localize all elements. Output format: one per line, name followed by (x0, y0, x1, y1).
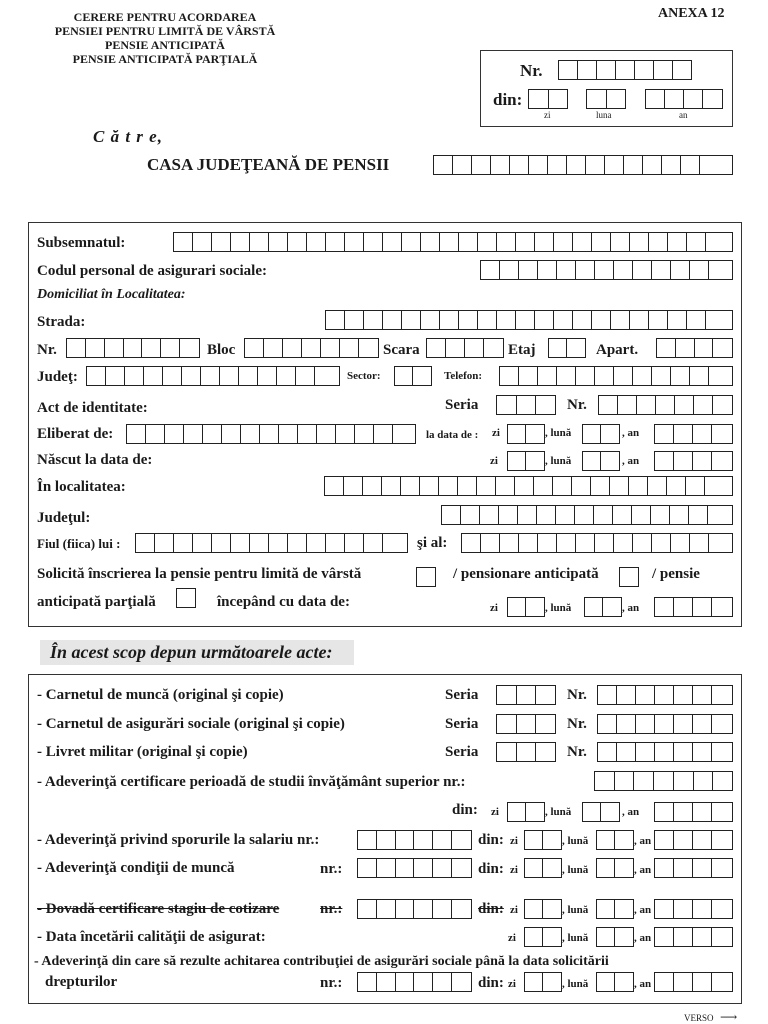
documents-banner: În acest scop depun următoarele acte: (40, 640, 354, 665)
contributii-zi-label: zi (508, 978, 516, 990)
incepand-label: începând cu data de: (217, 594, 350, 610)
domiciliat-label: Domiciliat în Localitatea: (37, 287, 186, 302)
eliberat-month-field[interactable] (582, 424, 620, 444)
scara-field[interactable] (426, 338, 504, 358)
eliberat-label: Eliberat de: (37, 426, 114, 442)
id-seria-label: Seria (445, 397, 479, 413)
studii-month-field[interactable] (582, 802, 620, 822)
eliberat-an-label: , an (622, 427, 640, 439)
etaj-label: Etaj (508, 342, 536, 358)
start-month-field[interactable] (584, 597, 622, 617)
scara-label: Scara (383, 342, 420, 358)
incetare-zi-label: zi (508, 932, 516, 944)
verso-label: VERSO (684, 1013, 714, 1023)
conditii-month-field[interactable] (596, 858, 634, 878)
studii-day-field[interactable] (507, 802, 545, 822)
livret-seria-field[interactable] (496, 742, 556, 762)
anticipata-label: anticipată parţială (37, 594, 156, 610)
start-day-field[interactable] (507, 597, 545, 617)
livret-nr-field[interactable] (597, 742, 733, 762)
registration-day-field[interactable] (528, 89, 568, 109)
conditii-day-field[interactable] (524, 858, 562, 878)
father-name-field[interactable] (135, 533, 408, 553)
start-luna-label: , lună (545, 602, 572, 614)
contributii-year-field[interactable] (654, 972, 733, 992)
apart-field[interactable] (656, 338, 733, 358)
incetare-label: - Data încetării calităţii de asigurat: (37, 929, 266, 945)
eliberat-year-field[interactable] (654, 424, 733, 444)
sporuri-din-label: din: (478, 832, 504, 848)
solicita-label: Solicită înscrierea la pensie pentru limită de vârstă (37, 566, 362, 582)
incetare-luna-label: , lună (562, 932, 589, 944)
birth-day-field[interactable] (507, 451, 545, 471)
contributii-din-label: din: (478, 975, 504, 991)
incetare-day-field[interactable] (524, 927, 562, 947)
studii-luna-label: , lună (545, 806, 572, 818)
nascut-label: Născut la data de: (37, 452, 153, 468)
sector-field[interactable] (394, 366, 432, 386)
livret-label: - Livret militar (original şi copie) (37, 744, 248, 760)
sporuri-zi-label: zi (510, 835, 518, 847)
dovada-nr-field[interactable] (357, 899, 472, 919)
carnet-asig-nr-field[interactable] (597, 714, 733, 734)
strada-label: Strada: (37, 314, 86, 330)
sporuri-day-field[interactable] (524, 830, 562, 850)
conditii-luna-label: , lună (562, 864, 589, 876)
eliberat-zi-label: zi (492, 427, 500, 439)
dovada-nr-label: nr.: (320, 901, 343, 917)
institution-label: CASA JUDEŢEANĂ DE PENSII (147, 155, 390, 174)
an-caption: an (679, 110, 688, 120)
sporuri-year-field[interactable] (654, 830, 733, 850)
studii-nr-field[interactable] (594, 771, 733, 791)
zi-caption: zi (544, 110, 551, 120)
din-label: din: (493, 90, 523, 109)
contributii-day-field[interactable] (524, 972, 562, 992)
start-an-label: , an (622, 602, 640, 614)
judetul-field[interactable] (441, 505, 733, 525)
carnet-asig-seria-label: Seria (445, 716, 479, 732)
conditii-nr-label: nr.: (320, 861, 343, 877)
bloc-label: Bloc (207, 342, 236, 358)
carnet-munca-seria-field[interactable] (496, 685, 556, 705)
conditii-label: - Adeverinţă condiţii de muncă (37, 860, 235, 876)
cod-field[interactable] (480, 260, 733, 280)
carnet-munca-nr-label: Nr. (567, 687, 587, 703)
start-year-field[interactable] (654, 597, 733, 617)
title-line-4: PENSIE ANTICIPATĂ PARŢIALĂ (72, 52, 258, 66)
eliberat-luna-label: , lună (545, 427, 572, 439)
sporuri-luna-label: , lună (562, 835, 589, 847)
nr-label: Nr. (520, 61, 543, 80)
localitatea-label: În localitatea: (37, 479, 126, 495)
dovada-luna-label: , lună (562, 904, 589, 916)
pensie-label: / pensie (652, 566, 700, 582)
contributii-label-line1: - Adeverinţă din care să rezulte achitarea contribuţiei de asigurări sociale până la data solicitării (34, 954, 609, 969)
nascut-zi-label: zi (490, 455, 498, 467)
pensionare-anticipata-checkbox[interactable] (619, 567, 639, 587)
studii-an-label: , an (622, 806, 640, 818)
form-title (25, 10, 305, 66)
apart-label: Apart. (596, 342, 639, 358)
carnet-asig-label: - Carnetul de asigurări sociale (original şi copie) (37, 716, 345, 732)
livret-seria-label: Seria (445, 744, 479, 760)
carnet-munca-seria-label: Seria (445, 687, 479, 703)
incetare-year-field[interactable] (654, 927, 733, 947)
act-label: Act de identitate: (37, 400, 148, 416)
contributii-label-line2: drepturilor (45, 974, 118, 990)
dovada-an-label: , an (634, 904, 652, 916)
si-al-label: şi al: (417, 535, 448, 551)
cod-label: Codul personal de asigurari sociale: (37, 263, 268, 279)
sporuri-label: - Adeverinţă privind sporurile la salariu nr.: (37, 832, 320, 848)
dovada-month-field[interactable] (596, 899, 634, 919)
luna-caption: luna (596, 110, 612, 120)
nascut-luna-label: , lună (545, 455, 572, 467)
id-nr-label: Nr. (567, 397, 587, 413)
studii-din-label: din: (452, 802, 478, 818)
localitatea-field[interactable] (324, 476, 733, 496)
sector-label: Sector: (347, 370, 381, 382)
sporuri-month-field[interactable] (596, 830, 634, 850)
start-zi-label: zi (490, 602, 498, 614)
fiul-label: Fiul (fiica) lui : (37, 536, 121, 551)
pensionare-label: / pensionare anticipată (453, 566, 599, 582)
studii-year-field[interactable] (654, 802, 733, 822)
telefon-field[interactable] (499, 366, 733, 386)
dovada-din-label: din: (478, 901, 504, 917)
etaj-field[interactable] (548, 338, 586, 358)
judetul-label: Judeţul: (37, 510, 91, 526)
mother-name-field[interactable] (461, 533, 733, 553)
eliberat-field[interactable] (126, 424, 416, 444)
carnet-asig-nr-label: Nr. (567, 716, 587, 732)
carnet-asig-seria-field[interactable] (496, 714, 556, 734)
livret-nr-label: Nr. (567, 744, 587, 760)
registration-year-field[interactable] (645, 89, 723, 109)
contributii-luna-label: , lună (562, 978, 589, 990)
subsemnatul-label: Subsemnatul: (37, 235, 126, 251)
conditii-nr-field[interactable] (357, 858, 472, 878)
annex-label: ANEXA 12 (658, 6, 725, 21)
limita-varsta-checkbox[interactable] (416, 567, 436, 587)
contributii-nr-label: nr.: (320, 975, 343, 991)
conditii-din-label: din: (478, 861, 504, 877)
sporuri-nr-field[interactable] (357, 830, 472, 850)
conditii-zi-label: zi (510, 864, 518, 876)
studii-zi-label: zi (491, 806, 499, 818)
carnet-munca-nr-field[interactable] (597, 685, 733, 705)
bloc-field[interactable] (244, 338, 379, 358)
dovada-zi-label: zi (510, 904, 518, 916)
street-nr-field[interactable] (66, 338, 200, 358)
judet-label: Judeţ: (37, 369, 78, 385)
contributii-nr-field[interactable] (357, 972, 472, 992)
studii-label: - Adeverinţă certificare perioadă de studii învăţământ superior nr.: (37, 774, 466, 790)
id-nr-field[interactable] (598, 395, 733, 415)
judet-field[interactable] (86, 366, 340, 386)
contributii-an-label: , an (634, 978, 652, 990)
nascut-an-label: , an (622, 455, 640, 467)
sporuri-an-label: , an (634, 835, 652, 847)
subsemnatul-field[interactable] (173, 232, 733, 252)
title-line-3: PENSIE ANTICIPATĂ (105, 38, 225, 52)
registration-nr-field[interactable] (558, 60, 692, 80)
incetare-an-label: , an (634, 932, 652, 944)
telefon-label: Telefon: (444, 370, 483, 382)
strada-field[interactable] (325, 310, 733, 330)
institution-field[interactable] (433, 155, 733, 175)
title-line-1: CERERE PENTRU ACORDAREA (73, 10, 257, 24)
incetare-month-field[interactable] (596, 927, 634, 947)
conditii-year-field[interactable] (654, 858, 733, 878)
catre-label: C ă t r e, (93, 127, 163, 146)
id-seria-field[interactable] (496, 395, 556, 415)
dovada-day-field[interactable] (524, 899, 562, 919)
eliberat-day-field[interactable] (507, 424, 545, 444)
contributii-month-field[interactable] (596, 972, 634, 992)
title-line-2: PENSIEI PENTRU LIMITĂ DE VÂRSTĂ (54, 24, 276, 38)
birth-month-field[interactable] (582, 451, 620, 471)
verso-arrow-icon: ⟶ (720, 1010, 738, 1024)
nr-street-label: Nr. (37, 342, 57, 358)
dovada-year-field[interactable] (654, 899, 733, 919)
conditii-an-label: , an (634, 864, 652, 876)
registration-month-field[interactable] (586, 89, 626, 109)
dovada-label: - Dovadă certificare stagiu de cotizare (37, 901, 280, 917)
anticipata-partiala-checkbox[interactable] (176, 588, 196, 608)
birth-year-field[interactable] (654, 451, 733, 471)
la-data-label: la data de : (426, 429, 479, 441)
carnet-munca-label: - Carnetul de muncă (original şi copie) (37, 687, 284, 703)
